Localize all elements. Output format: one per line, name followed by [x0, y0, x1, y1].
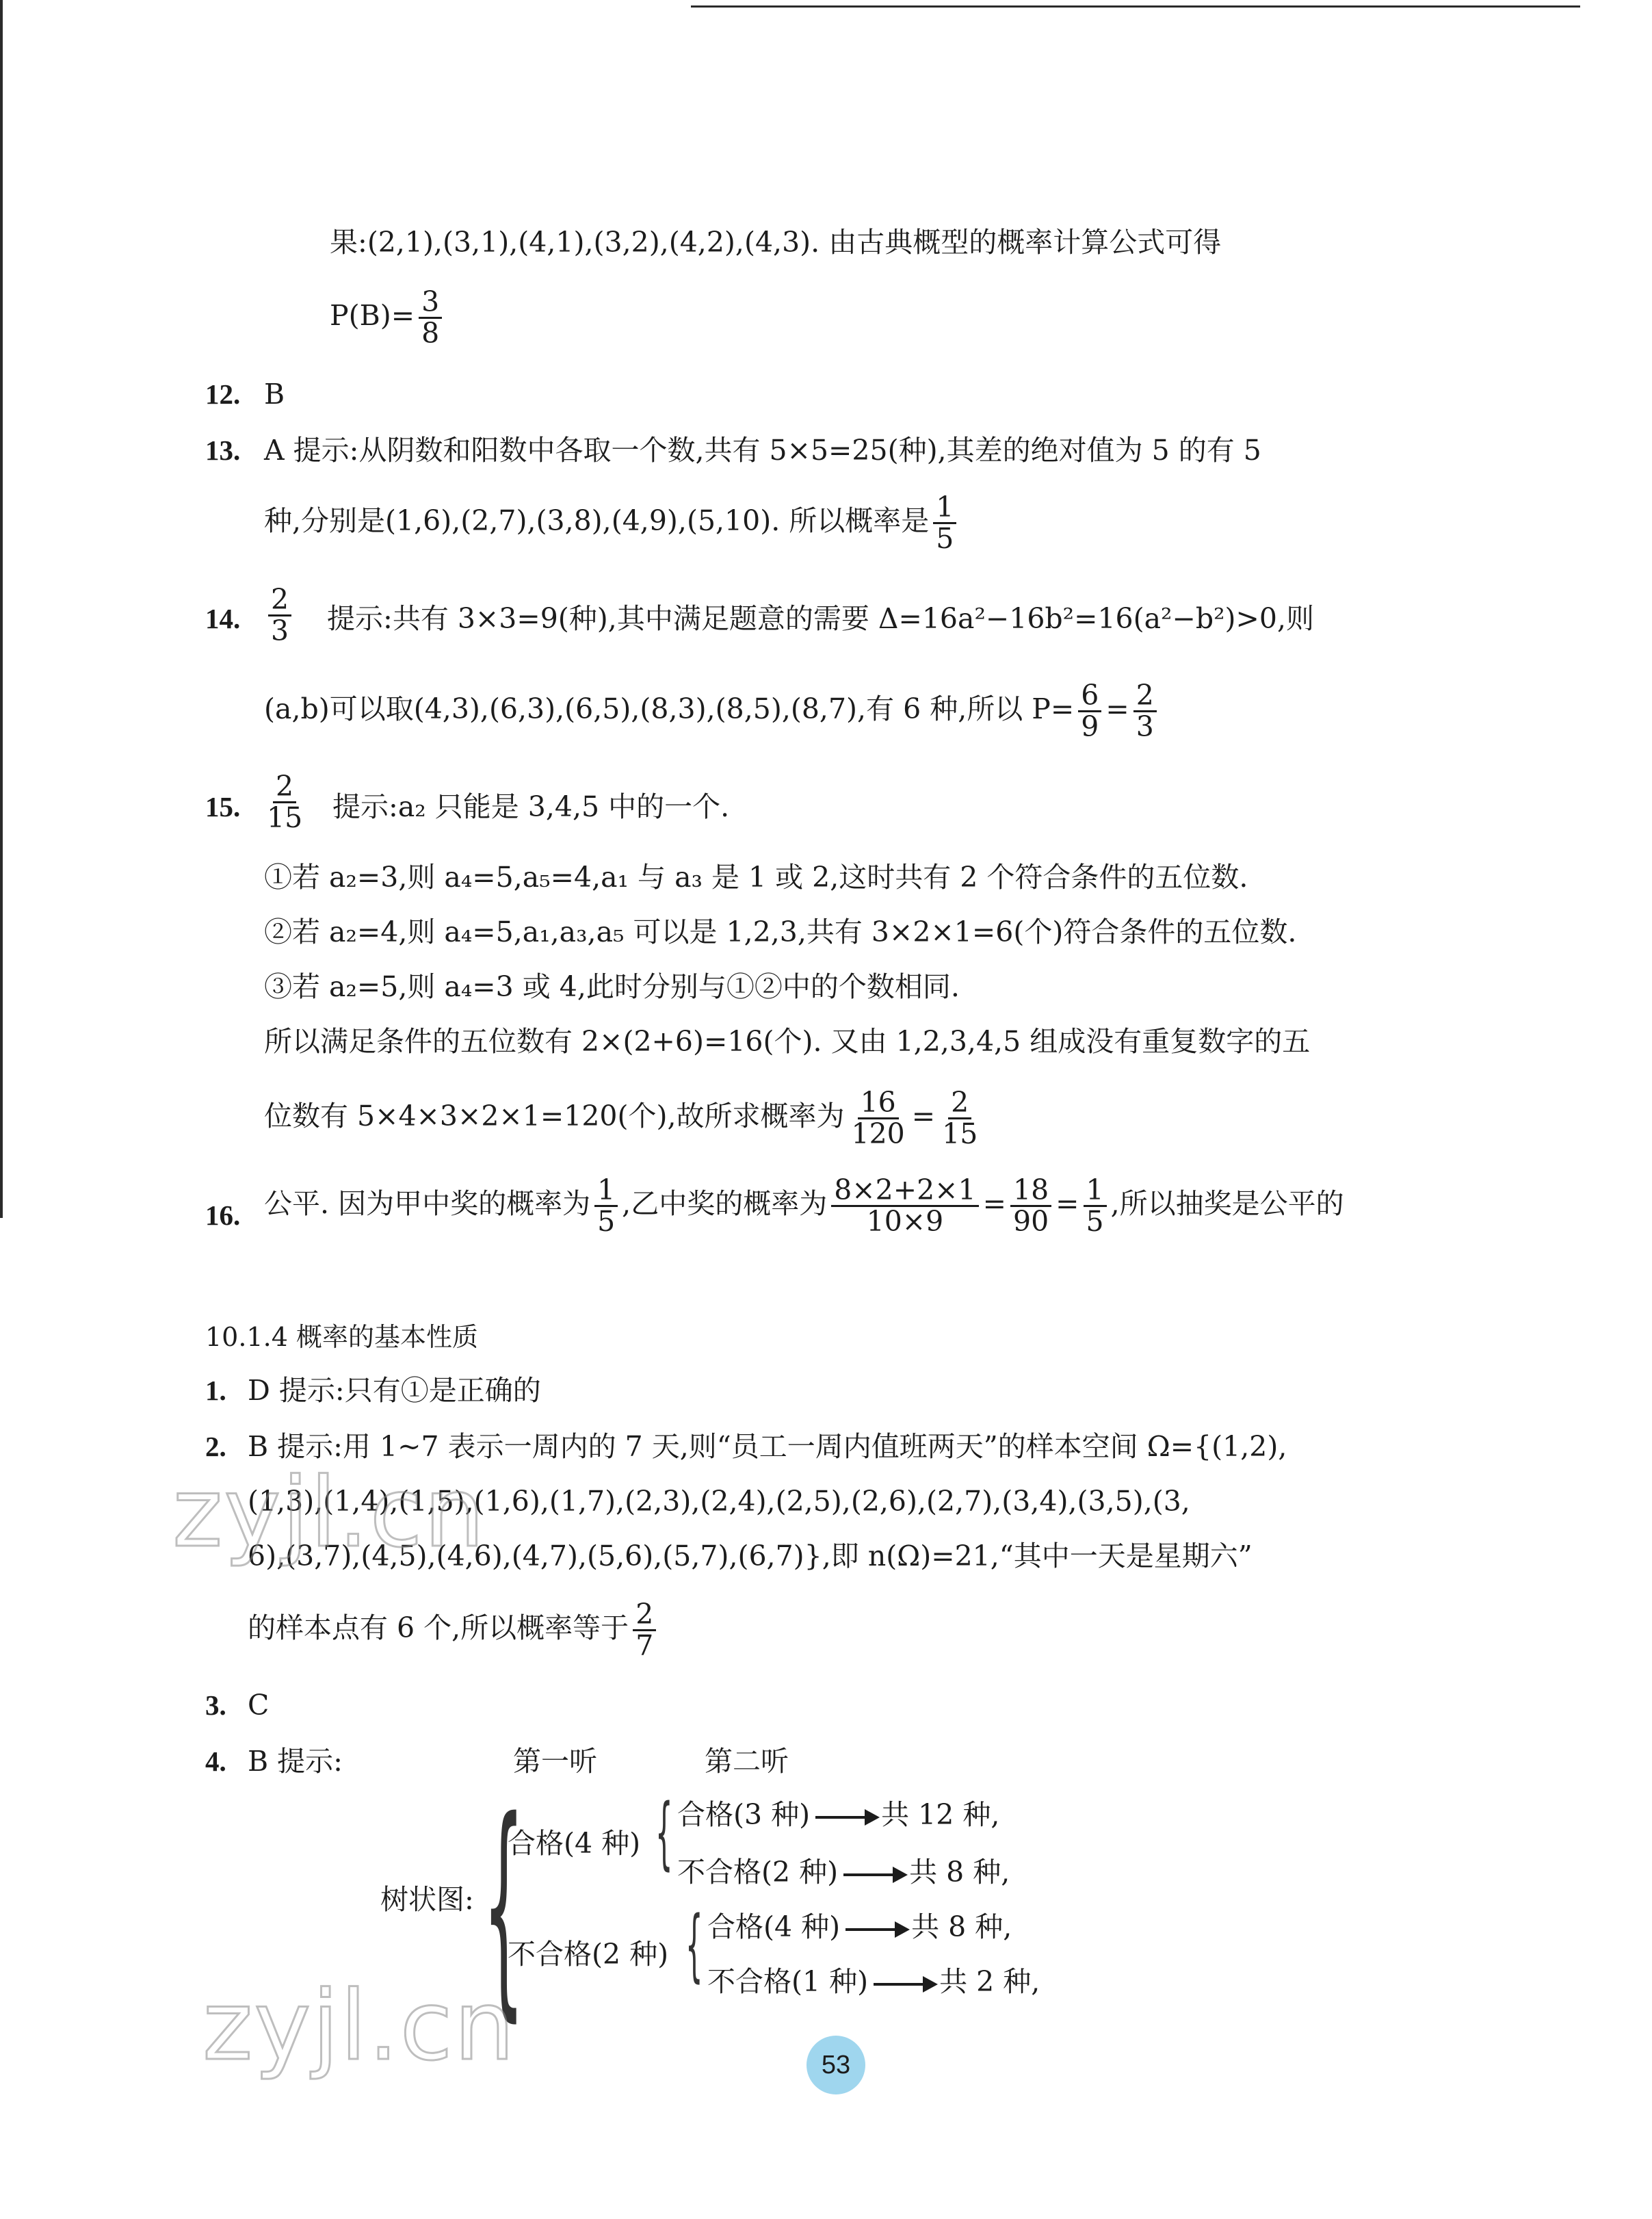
problem-number: 14.: [205, 603, 241, 634]
watermark: zyjl.cn: [172, 1457, 486, 1569]
problem-number: 2.: [205, 1431, 226, 1462]
p11-expr: P(B)=: [330, 299, 415, 333]
problem-number: 15.: [205, 791, 241, 822]
fraction: $\frac{2}{3}$: [268, 585, 291, 646]
tree-header-second: 第二听: [705, 1745, 789, 1778]
s2-line2: (1,3),(1,4),(1,5),(1,6),(1,7),(2,3),(2,4),(2,5),(2,6),(2,7),(3,4),(3,5),(3,: [248, 1485, 1190, 1518]
arrow-right-icon: [815, 1816, 876, 1819]
problem-number: 13.: [205, 434, 241, 466]
arrow-right-icon: [845, 1928, 906, 1931]
s2-line4: 的样本点有 6 个,所以概率等于 $\frac{2}{7}$: [248, 1600, 660, 1661]
fraction: $\frac{2}{15}$: [267, 770, 303, 835]
s1-answer: D 提示:只有①是正确的: [248, 1374, 541, 1407]
problem-number: 12.: [205, 378, 241, 410]
p16-line: 公平. 因为甲中奖的概率为 $\frac{1}{5}$ ,乙中奖的概率为 $\frac{8\times 2+2\times 1}{10\times 9}$ = $\frac{18}{90}$ = $\frac{1}{5}$ ,所以抽奖是公平的: [264, 1173, 1344, 1238]
tree-leaf: 合格(3 种) 共 12 种,: [677, 1798, 1000, 1831]
fraction: $\frac{2}{15}$: [942, 1086, 978, 1151]
p15-answer: [260, 772, 309, 833]
p15-line5: 所以满足条件的五位数有 2×(2+6)=16(个). 又由 1,2,3,4,5 组成没有重复数字的五: [264, 1025, 1311, 1058]
problem-number: 1.: [205, 1375, 226, 1406]
s2-line3: 6),(3,7),(4,5),(4,6),(4,7),(5,6),(5,7),(6,7)},即 n(Ω)=21,“其中一天是星期六”: [248, 1540, 1253, 1572]
p12-answer: B: [264, 378, 285, 411]
p15-line6: 位数有 5×4×3×2×1=120(个),故所求概率为 $\frac{16}{120}$ = $\frac{2}{15}$: [264, 1088, 984, 1149]
fraction: $\frac{1}{5}$: [594, 1176, 618, 1236]
p14-line2: (a,b)可以取(4,3),(6,3),(6,5),(8,3),(8,5),(8,7),有 6 种,所以 P= $\frac{6}{9}$ = $\frac{2}{3}$: [264, 681, 1161, 742]
problem-number: 4.: [205, 1746, 226, 1777]
tree-leaf: 不合格(1 种) 共 2 种,: [707, 1965, 1040, 1998]
fraction: $\frac{1}{5}$: [933, 493, 956, 554]
brace-icon: {: [483, 1771, 525, 2042]
page-number: 53: [807, 2036, 865, 2094]
tree-header-first: 第一听: [513, 1745, 597, 1778]
fraction: $\frac{1}{5}$: [1084, 1176, 1107, 1236]
tree-label: 树状图:: [380, 1883, 474, 1916]
fraction: $\frac{8\times 2+2\times 1}{10\times 9}$: [831, 1176, 978, 1236]
p13-line2: 种,分别是(1,6),(2,7),(3,8),(4,9),(5,10). 所以概率是 $\frac{1}{5}$: [264, 493, 960, 554]
fraction: $\frac{3}{8}$: [419, 287, 442, 348]
p15-line4: ③若 a₂=5,则 a₄=3 或 4,此时分别与①②中的个数相同.: [264, 970, 960, 1003]
s2-line1: B 提示:用 1~7 表示一周内的 7 天,则“员工一周内值班两天”的样本空间 Ω={(1,2),: [248, 1430, 1287, 1463]
p15-line3: ②若 a₂=4,则 a₄=5,a₁,a₃,a₅ 可以是 1,2,3,共有 3×2×1=6(个)符合条件的五位数.: [264, 916, 1297, 948]
watermark: zyjl.cn: [202, 1971, 516, 2082]
p15-line2: ①若 a₂=3,则 a₄=5,a₅=4,a₁ 与 a₃ 是 1 或 2,这时共有 2 个符合条件的五位数.: [264, 861, 1248, 894]
problem-number: 16.: [205, 1199, 241, 1231]
brace-icon: {: [685, 1899, 703, 1991]
arrow-right-icon: [874, 1983, 934, 1986]
tree-leaf: 不合格(2 种) 共 8 种,: [677, 1856, 1010, 1889]
arrow-right-icon: [843, 1873, 904, 1876]
top-border-line: [691, 5, 1580, 8]
p11-line2: [330, 287, 446, 348]
fraction: $\frac{18}{90}$: [1010, 1176, 1051, 1236]
scan-edge: [0, 0, 3, 1218]
tree-leaf: 合格(4 种) 共 8 种,: [707, 1910, 1012, 1943]
section-heading: 10.1.4 概率的基本性质: [205, 1322, 478, 1352]
p11-line1: 果:(2,1),(3,1),(4,1),(3,2),(4,2),(4,3). 由古典概型的概率计算公式可得: [330, 226, 1222, 259]
problem-number: 3.: [205, 1689, 226, 1721]
fraction: $\frac{2}{7}$: [633, 1600, 656, 1661]
s3-answer: C: [248, 1689, 270, 1722]
fraction: $\frac{2}{3}$: [1133, 681, 1157, 742]
tree-branch-2: 不合格(2 种): [508, 1938, 669, 1971]
tree-branch-1: 合格(4 种): [508, 1827, 641, 1860]
p13-line1: A 提示:从阴数和阳数中各取一个数,共有 5×5=25(种),其差的绝对值为 5 的有 5: [264, 434, 1261, 467]
s4-answer: B 提示:: [248, 1745, 343, 1778]
p14-answer: [264, 585, 296, 646]
fraction: $\frac{6}{9}$: [1078, 681, 1101, 742]
p14-line1: 提示:共有 3×3=9(种),其中满足题意的需要 Δ=16a²−16b²=16(a²−b²)>0,则: [327, 602, 1314, 635]
p15-line1: 提示:a₂ 只能是 3,4,5 中的一个.: [332, 790, 730, 823]
fraction: $\frac{16}{120}$: [851, 1086, 905, 1151]
brace-icon: {: [655, 1787, 673, 1879]
